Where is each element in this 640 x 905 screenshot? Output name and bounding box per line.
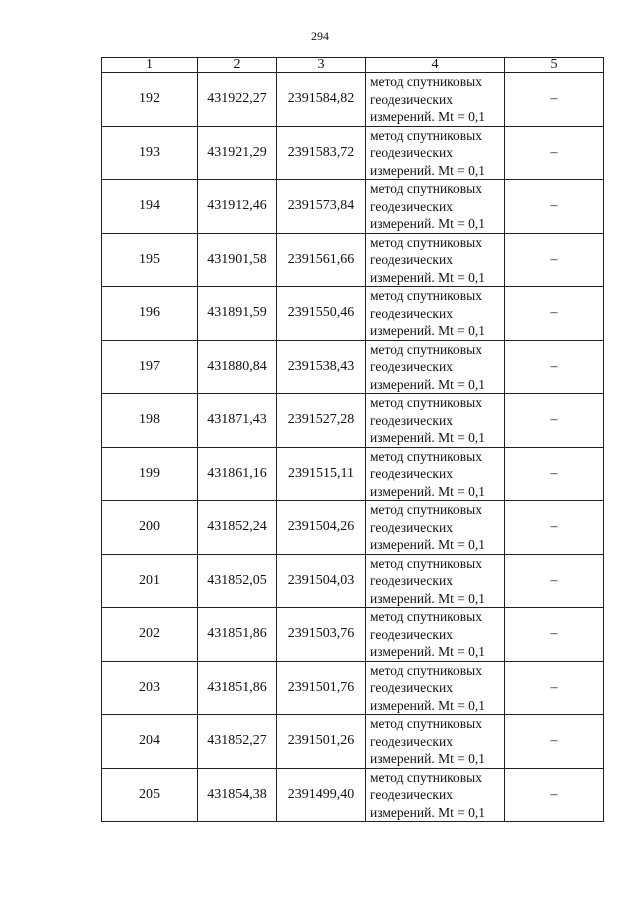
note-cell: –: [505, 287, 604, 341]
point-number-cell: 205: [102, 768, 198, 822]
method-line: измерений. Mt = 0,1: [370, 751, 486, 766]
note-cell: –: [505, 768, 604, 822]
method-line: метод спутниковых: [370, 127, 482, 143]
method-line: метод спутниковых: [370, 769, 482, 785]
y-coordinate-cell: 2391573,84: [277, 180, 366, 234]
method-line: метод спутниковых: [370, 716, 482, 731]
x-coordinate-cell: 431854,38: [198, 768, 277, 822]
method-cell: [366, 554, 505, 608]
y-coordinate-cell: 2391561,66: [277, 233, 366, 287]
table-body: [102, 73, 604, 822]
method-line: геодезических: [370, 252, 453, 267]
point-number-cell: 195: [102, 233, 198, 287]
method-line: метод спутниковых: [370, 555, 482, 571]
point-number-cell: 198: [102, 394, 198, 448]
method-cell: [366, 340, 505, 394]
point-number-cell: 193: [102, 126, 198, 180]
y-coordinate-cell: 2391538,43: [277, 340, 366, 394]
method-cell: [366, 768, 505, 822]
note-cell: –: [505, 180, 604, 234]
note-cell: –: [505, 233, 604, 287]
method-line: измерений. Mt = 0,1: [370, 644, 486, 659]
point-number-cell: 201: [102, 554, 198, 608]
x-coordinate-cell: 431852,27: [198, 715, 277, 769]
method-line: геодезических: [370, 680, 453, 695]
point-number-cell: 202: [102, 608, 198, 662]
note-cell: –: [505, 661, 604, 715]
method-line: измерений. Mt = 0,1: [370, 109, 486, 124]
table-row: [102, 608, 604, 662]
y-coordinate-cell: 2391504,26: [277, 501, 366, 555]
table-row: [102, 394, 604, 448]
method-line: метод спутниковых: [370, 662, 482, 678]
method-line: геодезических: [370, 359, 453, 374]
table-row: [102, 554, 604, 608]
method-line: метод спутниковых: [370, 502, 482, 517]
method-line: геодезических: [370, 305, 453, 321]
method-line: геодезических: [370, 787, 453, 802]
note-cell: –: [505, 126, 604, 180]
table-row: [102, 715, 604, 769]
table-row: [102, 447, 604, 501]
point-number-cell: 204: [102, 715, 198, 769]
method-line: геодезических: [370, 573, 453, 588]
method-line: метод спутниковых: [370, 395, 482, 410]
method-cell: [366, 394, 505, 448]
method-line: измерений. Mt = 0,1: [370, 323, 486, 338]
x-coordinate-cell: 431880,84: [198, 340, 277, 394]
note-cell: –: [505, 394, 604, 448]
table-row: [102, 233, 604, 287]
method-line: измерений. Mt = 0,1: [370, 483, 486, 499]
x-coordinate-cell: 431852,24: [198, 501, 277, 555]
method-cell: [366, 287, 505, 341]
method-line: метод спутниковых: [370, 341, 482, 357]
coordinates-table: [101, 57, 604, 822]
table-row: [102, 126, 604, 180]
method-cell: [366, 233, 505, 287]
method-cell: [366, 180, 505, 234]
method-cell: [366, 447, 505, 501]
method-cell: [366, 715, 505, 769]
x-coordinate-cell: 431912,46: [198, 180, 277, 234]
point-number-cell: 199: [102, 447, 198, 501]
y-coordinate-cell: 2391583,72: [277, 126, 366, 180]
page-number: 294: [311, 29, 329, 43]
column-header: 4: [366, 58, 505, 73]
point-number-cell: 194: [102, 180, 198, 234]
method-line: геодезических: [370, 412, 453, 428]
table-row: [102, 768, 604, 822]
method-line: метод спутниковых: [370, 234, 482, 250]
column-header: 5: [505, 58, 604, 73]
method-cell: [366, 608, 505, 662]
note-cell: –: [505, 554, 604, 608]
x-coordinate-cell: 431851,86: [198, 661, 277, 715]
y-coordinate-cell: 2391515,11: [277, 447, 366, 501]
note-cell: –: [505, 715, 604, 769]
method-line: геодезических: [370, 626, 453, 642]
x-coordinate-cell: 431901,58: [198, 233, 277, 287]
method-line: метод спутниковых: [370, 181, 482, 196]
x-coordinate-cell: 431852,05: [198, 554, 277, 608]
y-coordinate-cell: 2391499,40: [277, 768, 366, 822]
column-header: 3: [277, 58, 366, 73]
x-coordinate-cell: 431891,59: [198, 287, 277, 341]
method-line: измерений. Mt = 0,1: [370, 269, 486, 285]
x-coordinate-cell: 431851,86: [198, 608, 277, 662]
y-coordinate-cell: 2391550,46: [277, 287, 366, 341]
method-line: геодезических: [370, 466, 453, 481]
note-cell: –: [505, 340, 604, 394]
method-line: измерений. Mt = 0,1: [370, 376, 486, 392]
note-cell: –: [505, 608, 604, 662]
point-number-cell: 197: [102, 340, 198, 394]
method-line: геодезических: [370, 519, 453, 535]
point-number-cell: 203: [102, 661, 198, 715]
x-coordinate-cell: 431921,29: [198, 126, 277, 180]
table-row: [102, 501, 604, 555]
column-header: 1: [102, 58, 198, 73]
table-row: [102, 73, 604, 127]
method-line: измерений. Mt = 0,1: [370, 537, 486, 552]
column-header: 2: [198, 58, 277, 73]
table-row: [102, 340, 604, 394]
method-line: измерений. Mt = 0,1: [370, 162, 486, 178]
point-number-cell: 196: [102, 287, 198, 341]
method-line: геодезических: [370, 91, 453, 107]
method-line: измерений. Mt = 0,1: [370, 804, 486, 820]
method-line: геодезических: [370, 733, 453, 749]
table-header-row: [102, 58, 604, 73]
note-cell: –: [505, 447, 604, 501]
y-coordinate-cell: 2391504,03: [277, 554, 366, 608]
method-cell: [366, 73, 505, 127]
method-line: измерений. Mt = 0,1: [370, 430, 486, 445]
y-coordinate-cell: 2391527,28: [277, 394, 366, 448]
table-row: [102, 287, 604, 341]
method-line: метод спутниковых: [370, 609, 482, 624]
y-coordinate-cell: 2391501,26: [277, 715, 366, 769]
method-cell: [366, 501, 505, 555]
note-cell: –: [505, 73, 604, 127]
note-cell: –: [505, 501, 604, 555]
method-line: метод спутниковых: [370, 74, 482, 89]
method-line: метод спутниковых: [370, 448, 482, 464]
y-coordinate-cell: 2391584,82: [277, 73, 366, 127]
method-line: геодезических: [370, 198, 453, 214]
table-row: [102, 180, 604, 234]
table-row: [102, 661, 604, 715]
point-number-cell: 200: [102, 501, 198, 555]
x-coordinate-cell: 431871,43: [198, 394, 277, 448]
x-coordinate-cell: 431861,16: [198, 447, 277, 501]
y-coordinate-cell: 2391501,76: [277, 661, 366, 715]
point-number-cell: 192: [102, 73, 198, 127]
x-coordinate-cell: 431922,27: [198, 73, 277, 127]
y-coordinate-cell: 2391503,76: [277, 608, 366, 662]
method-line: измерений. Mt = 0,1: [370, 697, 486, 713]
method-cell: [366, 126, 505, 180]
method-line: метод спутниковых: [370, 288, 482, 303]
method-line: измерений. Mt = 0,1: [370, 590, 486, 606]
method-line: измерений. Mt = 0,1: [370, 216, 486, 231]
method-cell: [366, 661, 505, 715]
method-line: геодезических: [370, 145, 453, 160]
